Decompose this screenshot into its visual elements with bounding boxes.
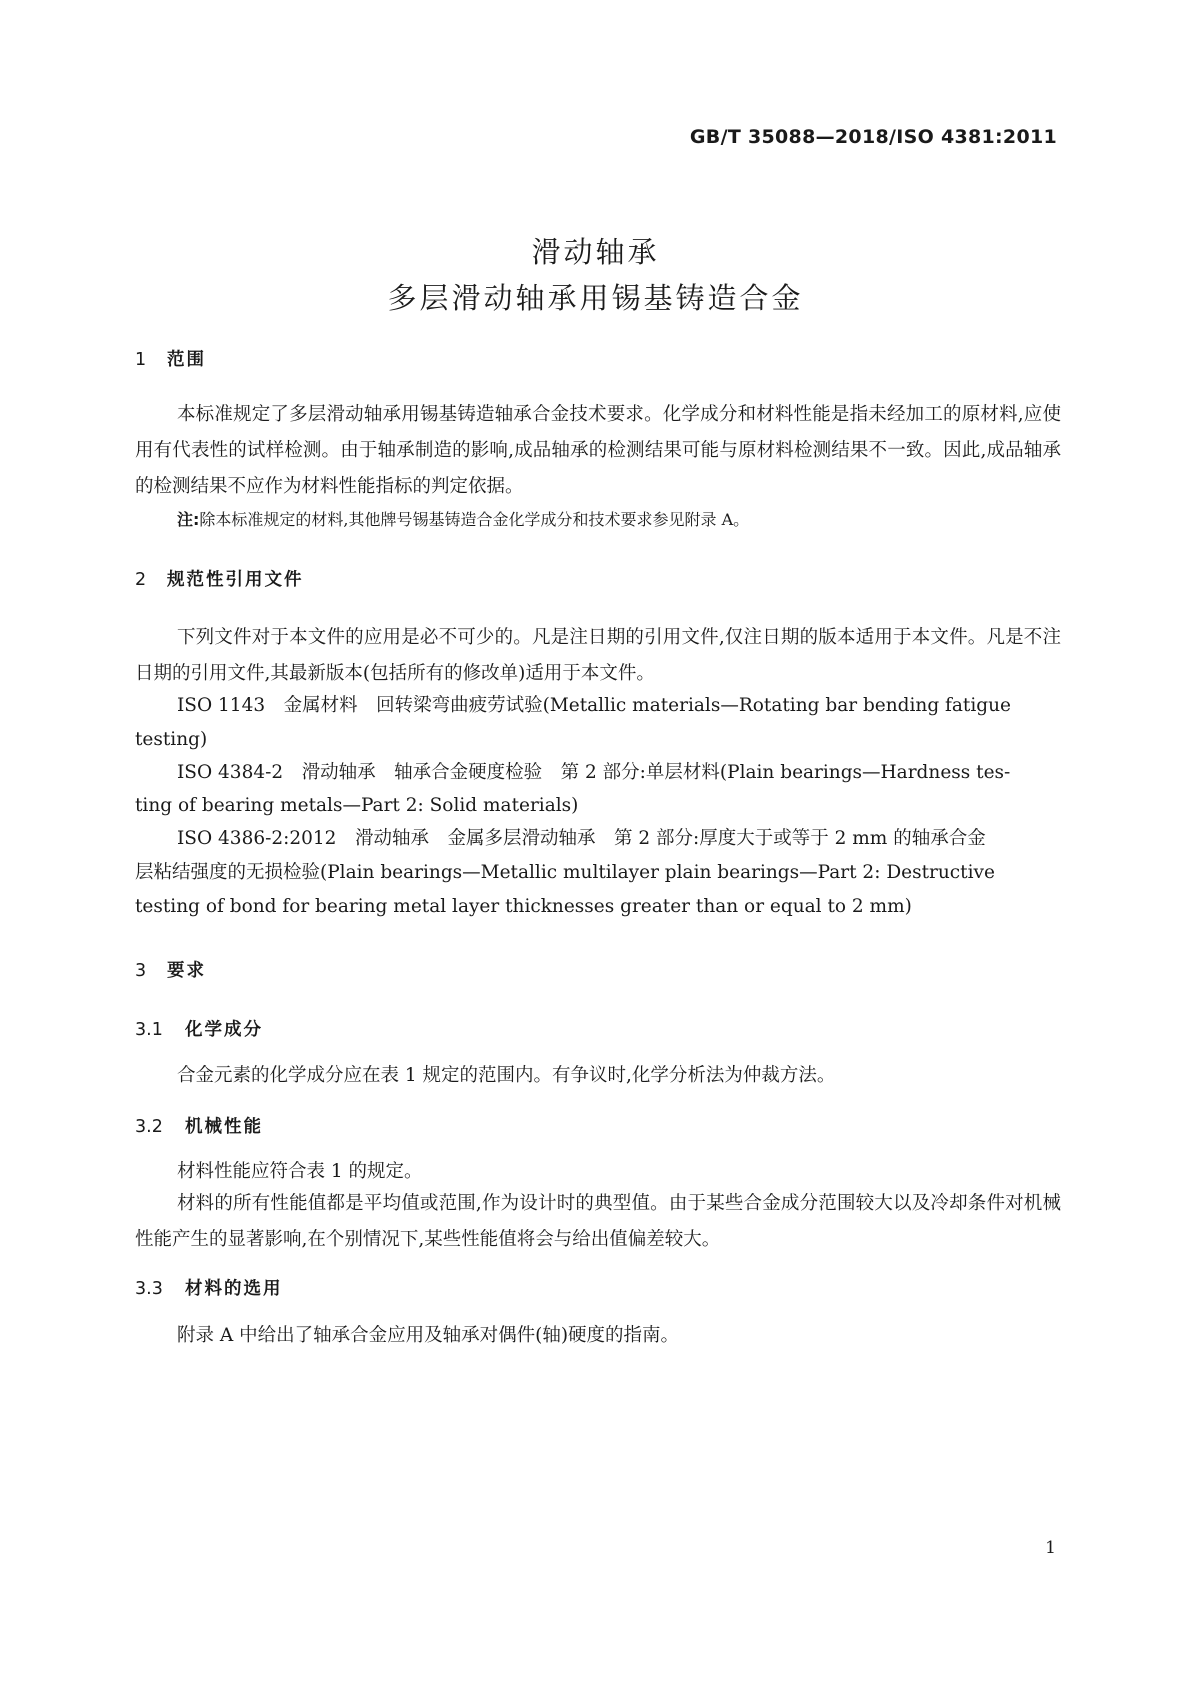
section-number: 3.1: [135, 1020, 163, 1040]
page-number: 1: [1045, 1538, 1056, 1558]
document-title-line-1: 滑动轴承: [531, 235, 660, 269]
section-title: 规范性引用文件: [167, 570, 304, 590]
section-3-3-heading: [135, 1275, 283, 1300]
section-number: 3.3: [135, 1279, 163, 1299]
section-3-heading: [135, 957, 206, 982]
section-title: 范围: [167, 350, 206, 370]
document-title-line-2: 多层滑动轴承用锡基铸造合金: [387, 281, 804, 315]
reference-iso-4386-2-line-2: 层粘结强度的无损检验(Plain bearings—Metallic multilayer plain bearings—Part 2: Destructive: [135, 862, 995, 883]
section-2-intro: 下列文件对于本文件的应用是必不可少的。凡是注日期的引用文件,仅注日期的版本适用于本文件。凡是不注日期的引用文件,其最新版本(包括所有的修改单)适用于本文件。: [135, 627, 1061, 684]
standard-code-header: GB/T 35088—2018/ISO 4381:2011: [689, 126, 1057, 148]
section-title: 化学成分: [185, 1020, 263, 1040]
note-text: 除本标准规定的材料,其他牌号锡基铸造合金化学成分和技术要求参见附录 A。: [199, 510, 750, 529]
section-number: 3.2: [135, 1117, 163, 1137]
section-number: 3: [135, 961, 147, 981]
reference-iso-1143-line-2: testing): [135, 729, 208, 750]
section-number: 2: [135, 570, 147, 590]
note-label: 注:: [177, 510, 200, 529]
reference-iso-4384-2-line-2: ting of bearing metals—Part 2: Solid materials): [135, 795, 579, 816]
section-3-2-body-2: 材料的所有性能值都是平均值或范围,作为设计时的典型值。由于某些合金成分范围较大以及冷却条件对机械性能产生的显著影响,在个别情况下,某些性能值将会与给出值偏差较大。: [135, 1193, 1061, 1250]
reference-iso-4386-2-line-1: ISO 4386-2:2012 滑动轴承 金属多层滑动轴承 第 2 部分:厚度大于或等于 2 mm 的轴承合金: [177, 828, 986, 849]
section-2-heading: [135, 566, 304, 591]
section-3-1-body: 合金元素的化学成分应在表 1 规定的范围内。有争议时,化学分析法为仲裁方法。: [177, 1065, 836, 1086]
section-1-note: [177, 507, 749, 530]
section-1-heading: [135, 346, 206, 371]
section-title: 材料的选用: [185, 1279, 283, 1299]
section-3-3-body: 附录 A 中给出了轴承合金应用及轴承对偶件(轴)硬度的指南。: [177, 1325, 680, 1346]
section-title: 机械性能: [185, 1117, 263, 1137]
section-3-2-heading: [135, 1113, 263, 1138]
section-3-1-heading: [135, 1016, 263, 1041]
section-1-body: 本标准规定了多层滑动轴承用锡基铸造轴承合金技术要求。化学成分和材料性能是指未经加工的原材料,应使用有代表性的试样检测。由于轴承制造的影响,成品轴承的检测结果可能与原材料检测结果不一致。因此,成品轴承的检测结果不应作为材料性能指标的判定依据。: [135, 404, 1061, 497]
reference-iso-4384-2-line-1: ISO 4384-2 滑动轴承 轴承合金硬度检验 第 2 部分:单层材料(Plain bearings—Hardness tes-: [177, 762, 1011, 783]
section-title: 要求: [167, 961, 206, 981]
reference-iso-1143-line-1: ISO 1143 金属材料 回转梁弯曲疲劳试验(Metallic materials—Rotating bar bending fatigue: [177, 695, 1011, 716]
section-number: 1: [135, 350, 147, 370]
section-3-2-body-1: 材料性能应符合表 1 的规定。: [177, 1161, 423, 1182]
reference-iso-4386-2-line-3: testing of bond for bearing metal layer thicknesses greater than or equal to 2 mm): [135, 896, 912, 917]
